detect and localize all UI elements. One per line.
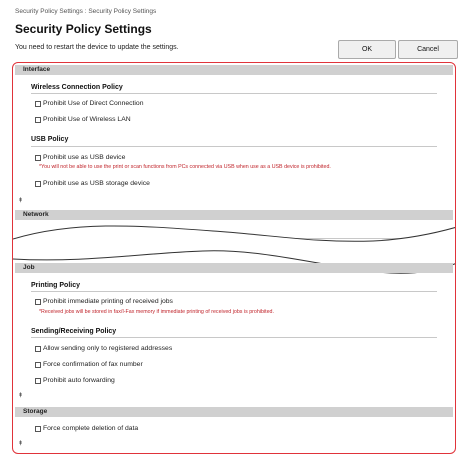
wireless-policy-heading: Wireless Connection Policy [31,84,123,91]
section-job: Job [15,263,453,273]
printing-policy-heading: Printing Policy [31,282,81,289]
section-storage: Storage [15,407,453,417]
checkbox[interactable] [35,346,41,352]
checkbox[interactable] [35,299,41,305]
sending-policy-heading: Sending/Receiving Policy [31,328,117,335]
usb-policy-heading: USB Policy [31,136,69,143]
option-force-fax-confirmation[interactable]: Force confirmation of fax number [35,361,143,368]
cancel-button[interactable]: Cancel [398,40,458,59]
option-prohibit-immediate-printing[interactable]: Prohibit immediate printing of received jobs [35,298,173,305]
option-allow-registered-addresses[interactable]: Allow sending only to registered addresses [35,345,172,352]
tear-graphic [13,63,456,454]
scroll-to-top-icon[interactable]: ⯒ [19,197,23,204]
divider [31,291,437,292]
breadcrumb: Security Policy Settings : Security Policy Settings [15,8,157,15]
section-interface: Interface [15,65,453,75]
option-prohibit-usb-device[interactable]: Prohibit use as USB device [35,154,125,161]
divider [31,337,437,338]
scroll-to-top-icon[interactable]: ⯒ [19,392,23,399]
printing-warning: *Received jobs will be stored in fax/I-Fax memory if immediate printing of received jobs is prohibited. [39,309,274,315]
section-network: Network [15,210,453,220]
option-force-complete-deletion[interactable]: Force complete deletion of data [35,425,138,432]
option-prohibit-auto-forwarding[interactable]: Prohibit auto forwarding [35,377,115,384]
ok-button[interactable]: OK [338,40,396,59]
scroll-to-top-icon[interactable]: ⯒ [19,440,23,447]
checkbox[interactable] [35,378,41,384]
page-title: Security Policy Settings [15,22,152,36]
settings-panel [12,62,456,454]
option-prohibit-direct-connection[interactable]: Prohibit Use of Direct Connection [35,100,144,107]
option-prohibit-wireless-lan[interactable]: Prohibit Use of Wireless LAN [35,116,131,123]
checkbox[interactable] [35,426,41,432]
restart-notice: You need to restart the device to update the settings. [15,44,179,51]
option-prohibit-usb-storage[interactable]: Prohibit use as USB storage device [35,180,150,187]
checkbox[interactable] [35,362,41,368]
usb-device-warning: *You will not be able to use the print or scan functions from PCs connected via USB when use as a USB device is prohibited. [39,164,331,170]
